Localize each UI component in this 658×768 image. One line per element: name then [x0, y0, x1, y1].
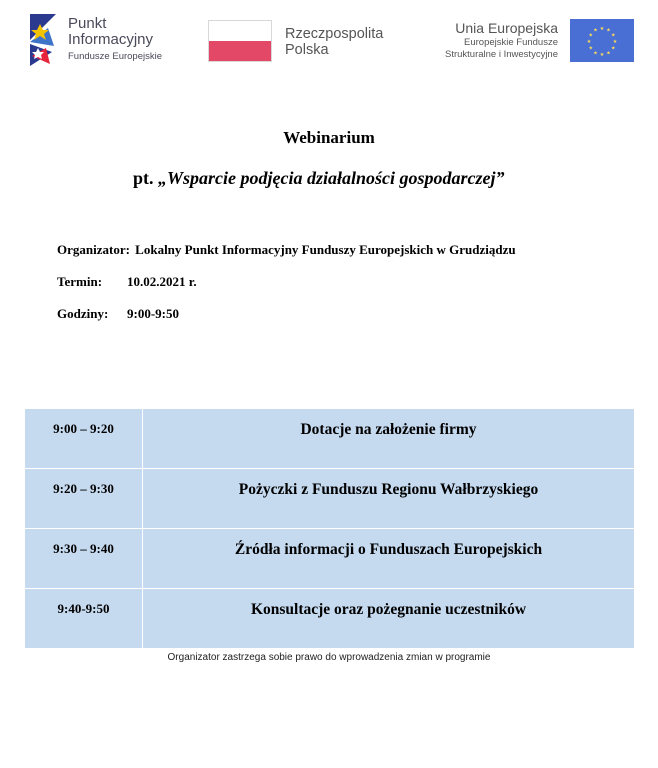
organizer-label: Organizator: — [57, 242, 130, 257]
pi-subtitle: Fundusze Europejskie — [68, 51, 162, 62]
svg-text:★: ★ — [606, 27, 611, 34]
svg-text:★: ★ — [588, 32, 593, 39]
term-value: 10.02.2021 r. — [127, 274, 197, 289]
agenda-time: 9:20 – 9:30 — [25, 469, 143, 529]
hours-label: Godziny: — [57, 306, 109, 321]
eu-title: Unia Europejska — [455, 20, 558, 36]
svg-text:★: ★ — [593, 50, 598, 57]
polish-flag-icon — [208, 20, 272, 62]
rp-line1: Rzeczpospolita — [285, 26, 384, 42]
agenda-topic: Konsultacje oraz pożegnanie uczestników — [143, 589, 635, 649]
page-title: Webinarium — [283, 128, 375, 147]
term-line — [57, 274, 197, 290]
table-row — [25, 589, 635, 649]
eu-label — [445, 20, 558, 61]
table-row — [25, 529, 635, 589]
agenda-time: 9:40-9:50 — [25, 589, 143, 649]
rzeczpospolita-label — [285, 26, 383, 58]
svg-text:★: ★ — [599, 26, 605, 32]
table-row — [25, 409, 635, 469]
svg-text:★: ★ — [612, 39, 618, 45]
footer-note: Organizator zastrzega sobie prawo do wprowadzenia zmian w programie — [167, 652, 491, 663]
svg-text:★: ★ — [611, 32, 616, 39]
subtitle-text: „Wsparcie podjęcia działalności gospodarczej” — [158, 168, 505, 188]
pi-title — [68, 16, 153, 48]
organizer-line — [57, 242, 516, 258]
subtitle-prefix: pt. — [133, 168, 159, 188]
term-label: Termin: — [57, 274, 103, 289]
eu-flag-icon — [570, 19, 634, 62]
svg-text:★: ★ — [599, 52, 605, 58]
svg-text:★: ★ — [593, 27, 598, 34]
fundusze-europejskie-star-icon — [26, 12, 66, 68]
pi-title-line1: Punkt — [68, 15, 107, 32]
svg-text:★: ★ — [606, 50, 611, 57]
agenda-topic: Źródła informacji o Funduszach Europejskich — [143, 529, 635, 589]
pi-title-line2: Informacyjny — [68, 31, 154, 48]
agenda-topic: Pożyczki z Funduszu Regionu Wałbrzyskiego — [143, 469, 635, 529]
svg-text:★: ★ — [611, 45, 616, 52]
subtitle — [133, 168, 505, 189]
table-row — [25, 469, 635, 529]
agenda-table — [24, 408, 635, 649]
eu-subtitle-line1: Europejskie Fundusze — [464, 37, 558, 48]
eu-subtitle-line2: Strukturalne i Inwestycyjne — [445, 49, 558, 60]
agenda-time: 9:00 – 9:20 — [25, 409, 143, 469]
agenda-topic: Dotacje na założenie firmy — [143, 409, 635, 469]
organizer-value: Lokalny Punkt Informacyjny Funduszy Europejskich w Grudziądzu — [135, 242, 516, 257]
agenda-time: 9:30 – 9:40 — [25, 529, 143, 589]
svg-text:★: ★ — [586, 39, 592, 45]
hours-line — [57, 306, 179, 322]
rp-line2: Polska — [285, 42, 329, 58]
hours-value: 9:00-9:50 — [127, 306, 179, 321]
svg-text:★: ★ — [588, 45, 593, 52]
punkt-informacyjny-logo — [26, 12, 176, 68]
